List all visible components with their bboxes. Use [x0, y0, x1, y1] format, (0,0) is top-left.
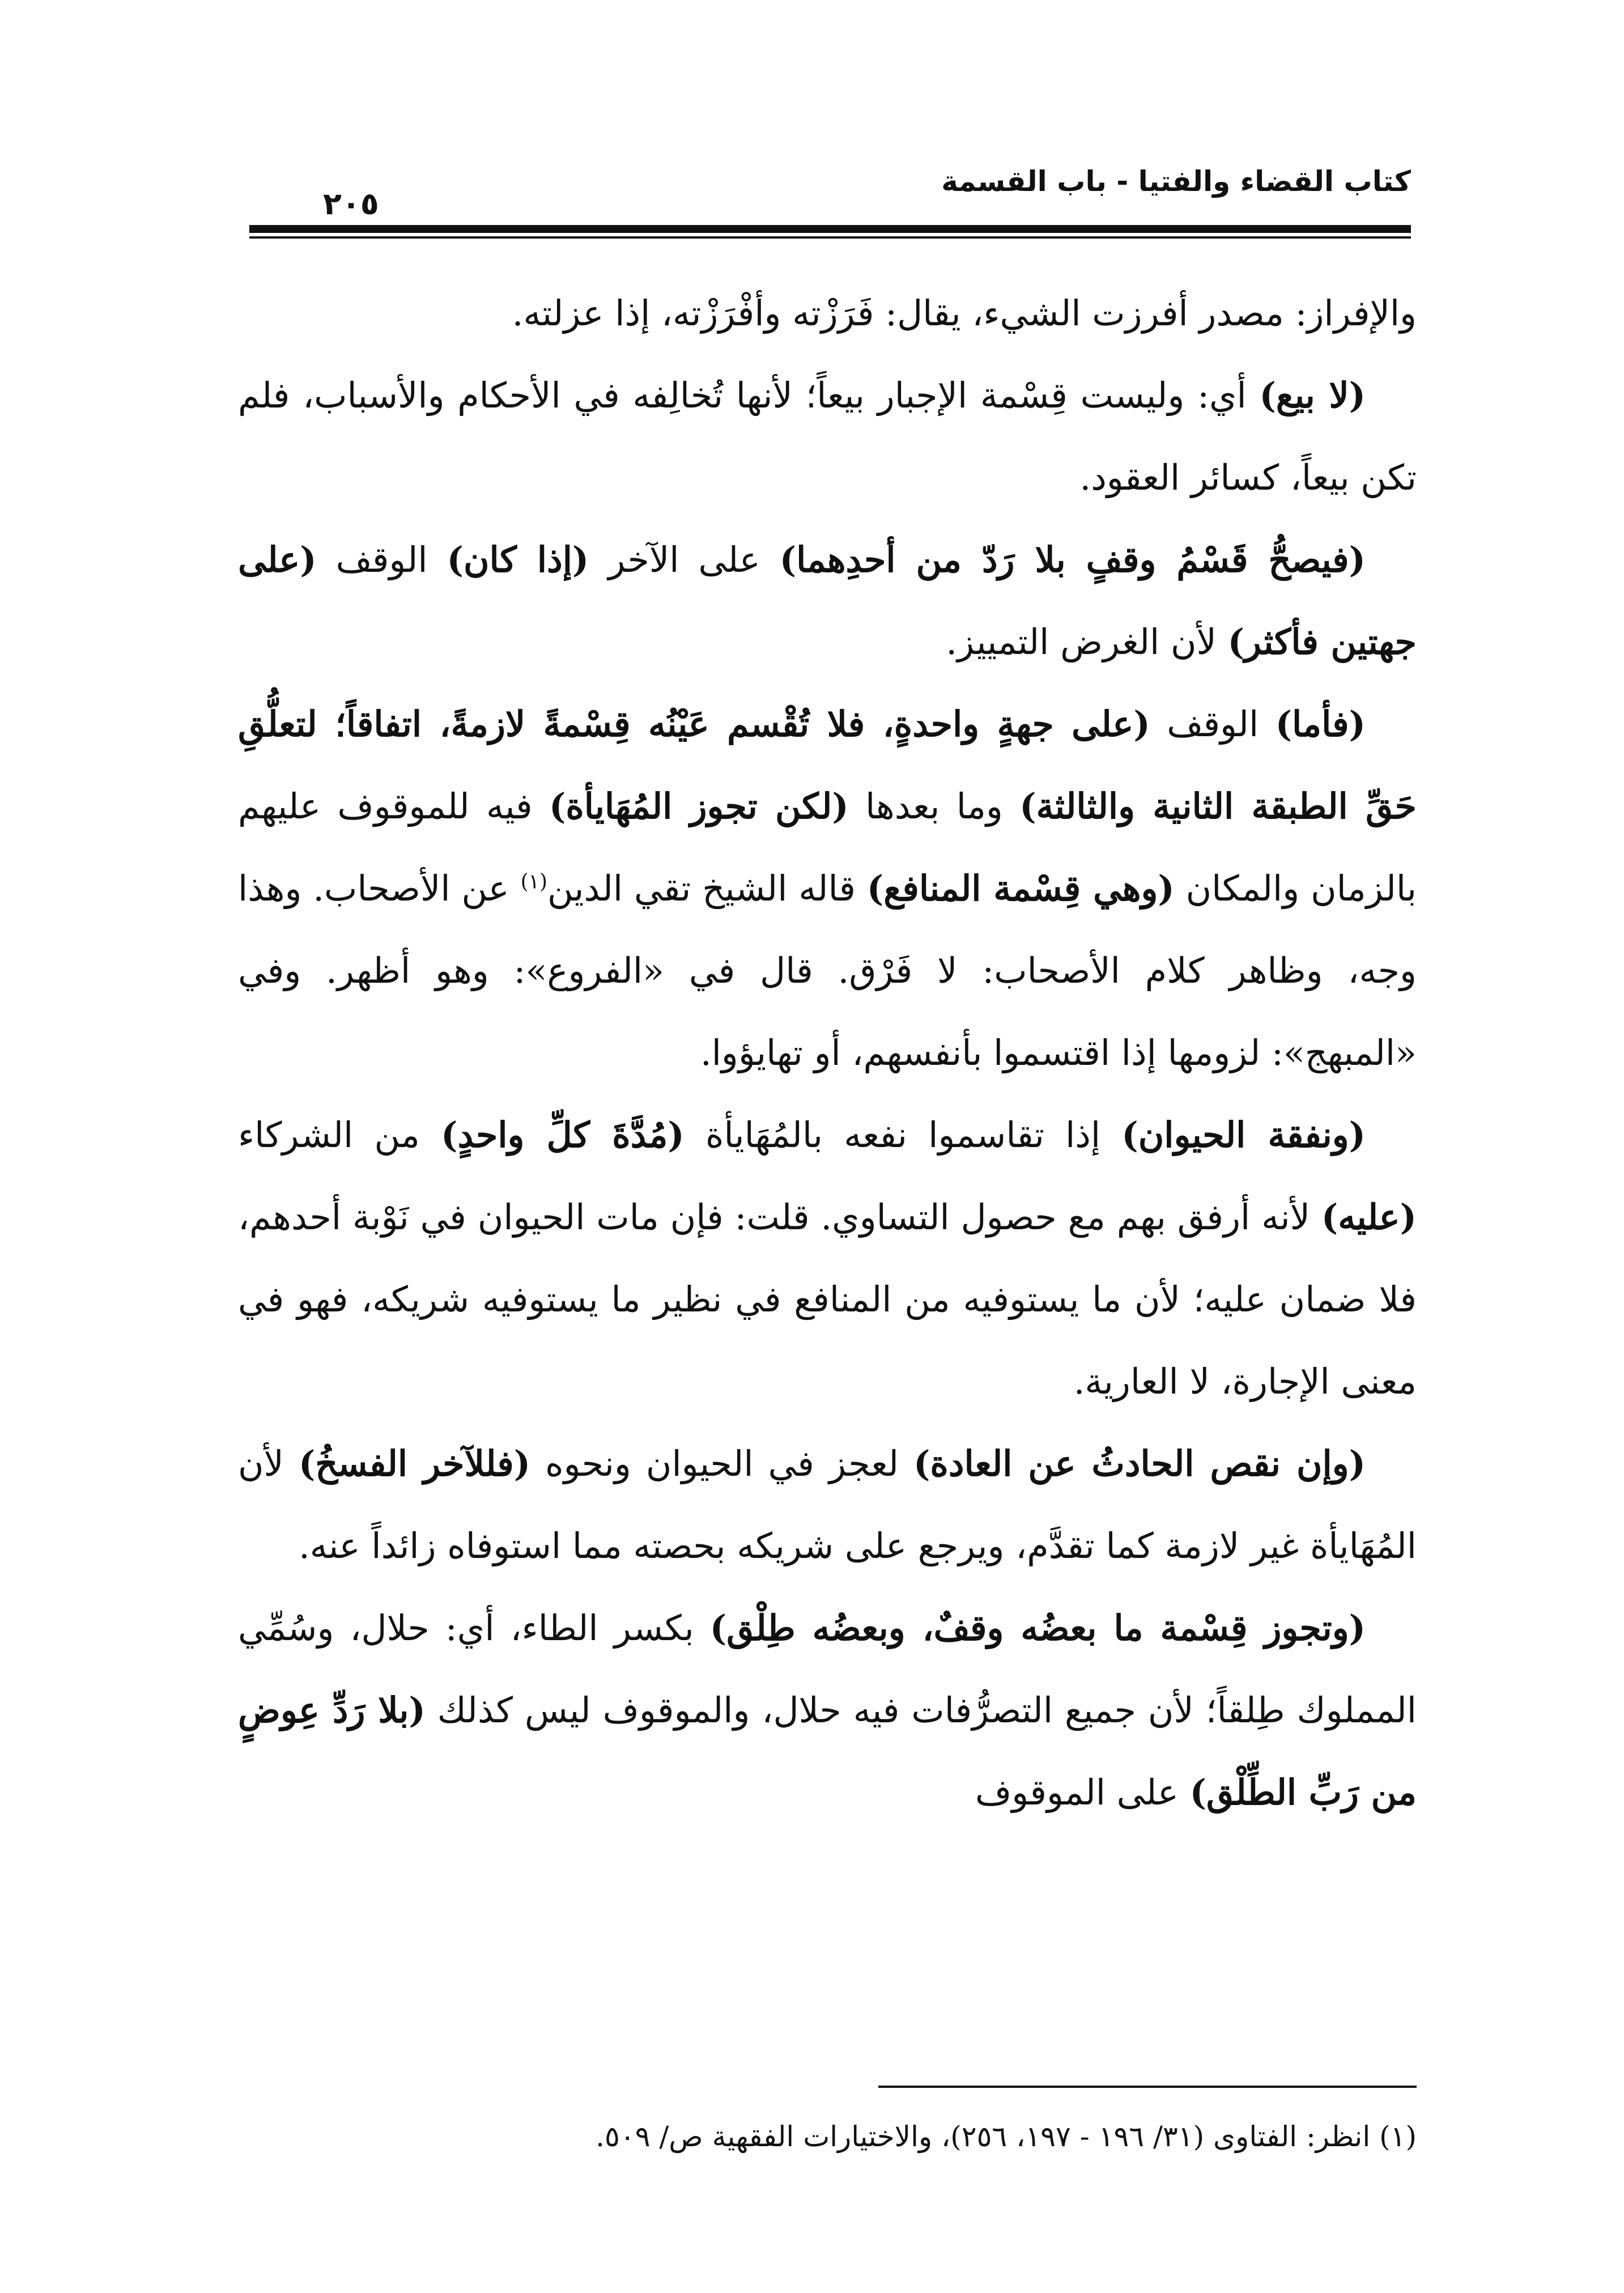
sharh-text: بكسر الطاء، أي: حلال، وسُمِّي المملوك طِلقاً؛ لأن جميع التصرُّفات فيه حلال، والموقوف ليس كذلك [238, 1607, 1417, 1731]
matn-text: (ونفقة الحيوان) [1121, 1114, 1366, 1156]
footnote-separator [878, 2086, 1417, 2088]
sharh-text: لأن الغرض التمييز. [946, 621, 1228, 663]
matn-text: (لكن تجوز المُهَايأة) [549, 785, 849, 827]
sharh-text: والإفراز: مصدر أفرزت الشيء، يقال: فَرَزْته وأفْرَزْته، إذا عزلته. [512, 292, 1417, 334]
footnote-reference: (١) [520, 870, 548, 894]
header-rule-thick [249, 225, 1411, 233]
header-rule-thin [249, 236, 1411, 239]
sharh-text: إذا تقاسموا نفعه بالمُهَايأة [684, 1114, 1122, 1156]
matn-text: (بلا رَدِّ عِوضٍ من رَبِّ الطِّلْق) [238, 1689, 1417, 1813]
sharh-text: لأنه أرفق بهم مع حصول التساوي. قلت: فإن مات الحيوان في نَوْبة أحدهم، فلا ضمان عليه؛ لأن ما يستوفيه من المنافع في نظير ما يستوفيه شريكه، فهو في معنى الإجارة، لا العارية. [238, 1196, 1417, 1402]
paragraph [238, 272, 1417, 354]
page-number: ٢٠٥ [323, 186, 379, 222]
sharh-text: على الآخر [589, 539, 780, 580]
matn-text: (على جهةٍ واحدةٍ، فلا تُقْسم عَيْنُه قِسْمةً لازمةً، اتفاقاً؛ لتعلُّقِ حَقِّ الطبقة الثانية والثالثة) [238, 703, 1417, 827]
matn-text: (وإن نقص الحادثُ عن العادة) [913, 1443, 1366, 1484]
matn-text: (على جهتين فأكثر) [238, 539, 1417, 663]
sharh-text: من الشركاء [238, 1114, 441, 1156]
sharh-text: قاله الشيخ تقي الدين [547, 868, 867, 909]
matn-text: (عليه) [1321, 1196, 1417, 1238]
matn-text: (وهي قِسْمة المنافع) [866, 868, 1175, 909]
matn-text: (فأما) [1275, 703, 1366, 745]
matn-text: (مُدَّةَ كلِّ واحدٍ) [441, 1114, 685, 1156]
sharh-text: أي: وليست قِسْمة الإجبار بيعاً؛ لأنها تُخالِفه في الأحكام والأسباب، فلم تكن بيعاً، كسائر العقود. [238, 375, 1417, 498]
sharh-text: عن الأصحاب. وهذا وجه، وظاهر كلام الأصحاب: لا فَرْق. قال في «الفروع»: وهو أظهر. وفي «المبهج»: لزومها إذا اقتسموا بأنفسهم، أو تهايؤوا. [238, 868, 1417, 1073]
paragraph [238, 683, 1417, 1094]
sharh-text: فيه للموقوف عليهم بالزمان والمكان [238, 785, 1417, 909]
page-header [249, 139, 1411, 235]
paragraph [238, 1094, 1417, 1422]
paragraph [238, 354, 1417, 519]
body-text [238, 272, 1417, 1833]
footnote: (١) انظر: الفتاوى (٣١/ ١٩٦ - ١٩٧، ٢٥٦)، والاختيارات الفقهية ص/ ٥٠٩. [596, 2120, 1417, 2153]
matn-text: (لا بيع) [1259, 375, 1366, 416]
matn-text: (فللآخر الفسخُ) [298, 1443, 531, 1484]
matn-text: (وتجوز قِسْمة ما بعضُه وقفٌ، وبعضُه طِلْق) [709, 1607, 1366, 1649]
paragraph [238, 1587, 1417, 1833]
sharh-text: وما بعدها [848, 785, 1020, 827]
paragraph [238, 1422, 1417, 1587]
matn-text: (إذا كان) [447, 539, 589, 580]
sharh-text: على الموقوف [975, 1772, 1190, 1813]
sharh-text: لعجز في الحيوان ونحوه [530, 1443, 914, 1484]
running-title: كتاب القضاء والفتيا - باب القسمة [941, 165, 1411, 198]
sharh-text: الوقف [316, 539, 447, 580]
paragraph [238, 519, 1417, 683]
sharh-text: لأن المُهَايأة غير لازمة كما تقدَّم، ويرجع على شريكه بحصته مما استوفاه زائداً عنه. [238, 1443, 1417, 1566]
sharh-text: الوقف [1150, 703, 1276, 745]
matn-text: (فيصحُّ قَسْمُ وقفٍ بلا رَدّ من أحدِهما) [779, 539, 1366, 580]
